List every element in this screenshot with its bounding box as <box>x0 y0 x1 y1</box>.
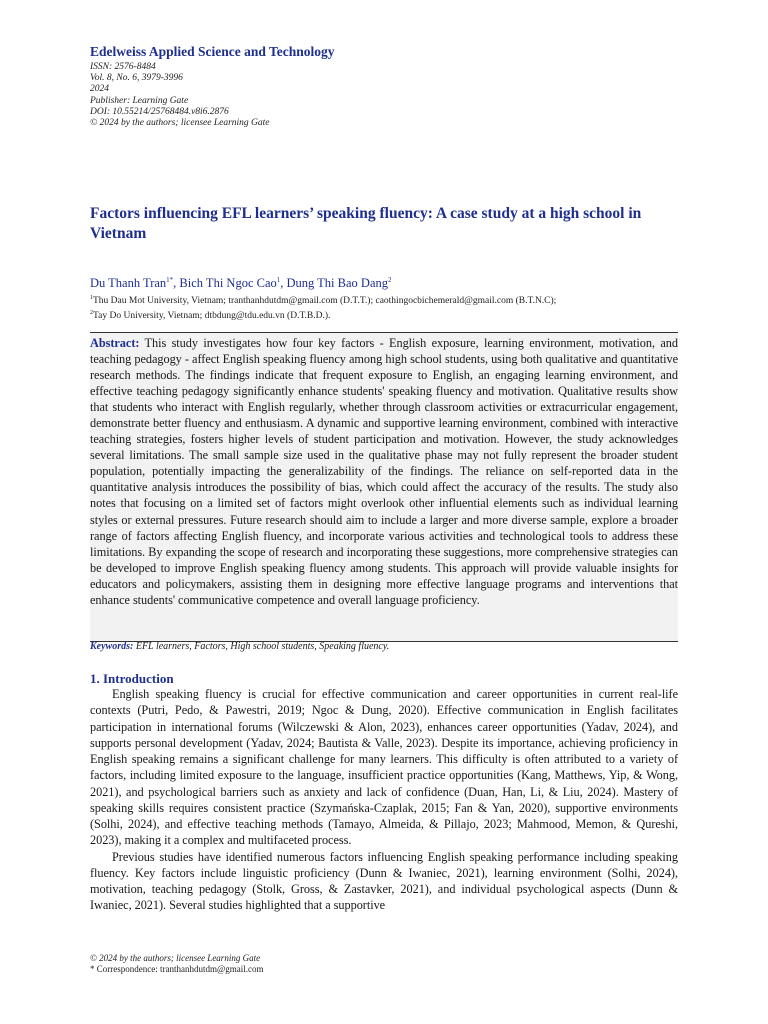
author-name: Bich Thi Ngoc Cao <box>179 276 277 291</box>
author-affiliation-mark: 2 <box>388 276 392 284</box>
publication-year: 2024 <box>90 84 109 95</box>
paragraph: English speaking fluency is crucial for effective communication and career opportunities in current real-life contexts (Putri, Pedo, & Pawestri, 2019; Ngoc & Dung, 2020). Effective communication in English facilitates participation in international forums (Wilczewski & Alon, 2023), enhances career opportunities (Yadav, 2024), and supports personal development (Yadav, 2024; Bautista & Valle, 2023). Despite its importance, achieving proficiency in English speaking remains a significant challenge for many learners. This difficulty is often attributed to a variety of factors, including limited exposure to the language, insufficient practice opportunities (Kang, Matthews, Yip, & Wong, 2021), and psychological barriers such as anxiety and lack of confidence (Duan, Han, Li, & Liu, 2024). Mastery of speaking skills requires consistent practice (Szymańska-Czaplak, 2015; Fan & Yan, 2020), supportive environments (Solhi, 2024), and effective teaching methods (Tamayo, Almeida, & Pillajo, 2023; Mahmood, Memon, & Qureshi, 2023), making it a complex and multifaceted process. <box>90 687 678 848</box>
issn: ISSN: 2576-8484 <box>90 62 156 72</box>
journal-metadata <box>90 62 270 129</box>
affiliations <box>90 292 556 322</box>
publisher: Publisher: Learning Gate <box>90 95 189 106</box>
doi: DOI: 10.55214/25768484.v8i6.2876 <box>90 106 229 117</box>
copyright-notice: © 2024 by the authors; licensee Learning Gate <box>90 118 270 129</box>
introduction-body <box>90 686 678 914</box>
author-name: Du Thanh Tran <box>90 276 167 291</box>
author-name: Dung Thi Bao Dang <box>286 276 388 291</box>
page-footer <box>90 953 264 975</box>
footer-correspondence: * Correspondence: tranthanhdutdm@gmail.com <box>90 964 264 974</box>
journal-title: Edelweiss Applied Science and Technology <box>90 44 335 59</box>
keywords-label: Keywords: <box>90 641 134 652</box>
paragraph: Previous studies have identified numerous factors influencing English speaking performance including speaking fluency. Key factors include linguistic proficiency (Dunn & Iwaniec, 2021), learning environment (Solhi, 2024), motivation, teaching pedagogy (Stolk, Gross, & Zastavker, 2021), and individual psychological aspects (Dunn & Iwaniec, 2021). Several studies highlighted that a supportive <box>90 849 678 913</box>
keywords-text: EFL learners, Factors, High school students, Speaking fluency. <box>135 641 390 652</box>
abstract-text: This study investigates how four key factors - English exposure, learning environment, motivation, and teaching pedagogy - affect English speaking fluency among high school students, using both qualitative and quantitative research methods. The findings indicate that frequent exposure to English, an engaging learning environment, and effective teaching pedagogy significantly enhance students' speaking fluency and motivation. Qualitative results show that students who interact with English regularly, whether through classroom activities or extracurricular engagement, demonstrate better fluency and enthusiasm. A dynamic and supportive learning environment, combined with interactive teaching strategies, fosters higher levels of student participation and motivation. However, the study acknowledges several limitations. The small sample size used in the qualitative phase may not fully represent the broader student population, potentially impacting the generalizability of the findings. The reliance on self-reported data in the quantitative analysis introduces the possibility of bias, which could affect the accuracy of the results. The study also notes that focusing on a limited set of factors might overlook other influential elements such as individual learning styles or external pressures. Future research should aim to include a larger and more diverse sample, explore a broader range of factors affecting English fluency, and incorporate various activities and technological tools to address these limitations. By expanding the scope of research and incorporating these suggestions, more comprehensive strategies can be developed to improve English speaking fluency among students. This approach will provide valuable insights for educators and policymakers, assisting them in designing more effective language programs and interventions that enhance students' communicative competence and overall language proficiency. <box>90 336 678 607</box>
section-heading-introduction: 1. Introduction <box>90 671 174 686</box>
abstract-box <box>90 332 678 642</box>
keywords <box>90 641 389 652</box>
footer-copyright: © 2024 by the authors; licensee Learning Gate <box>90 953 261 963</box>
paper-title: Factors influencing EFL learners’ speaking fluency: A case study at a high school in Vietnam <box>90 205 642 242</box>
author-affiliation-mark: 1* <box>166 276 174 284</box>
affiliation-item: $^1$Thu Dau Mot University, Vietnam; tranthanhdutdm@gmail.com (D.T.T.); caothingocbichemerald@gmail.com (B.T.N.C); <box>90 295 557 307</box>
author-list: Du Thanh Tran$^{1*}$, Bich Thi Ngoc Cao$^1$, Dung Thi Bao Dang$^2$ <box>90 276 392 291</box>
affiliation-item: $^2$Tay Do University, Vietnam; dtbdung@tdu.edu.vn (D.T.B.D.). <box>90 310 331 322</box>
author-affiliation-mark: 1 <box>276 276 281 284</box>
volume-issue: Vol. 8, No. 6, 3979-3996 <box>90 73 183 84</box>
abstract-label: Abstract: <box>90 336 140 350</box>
